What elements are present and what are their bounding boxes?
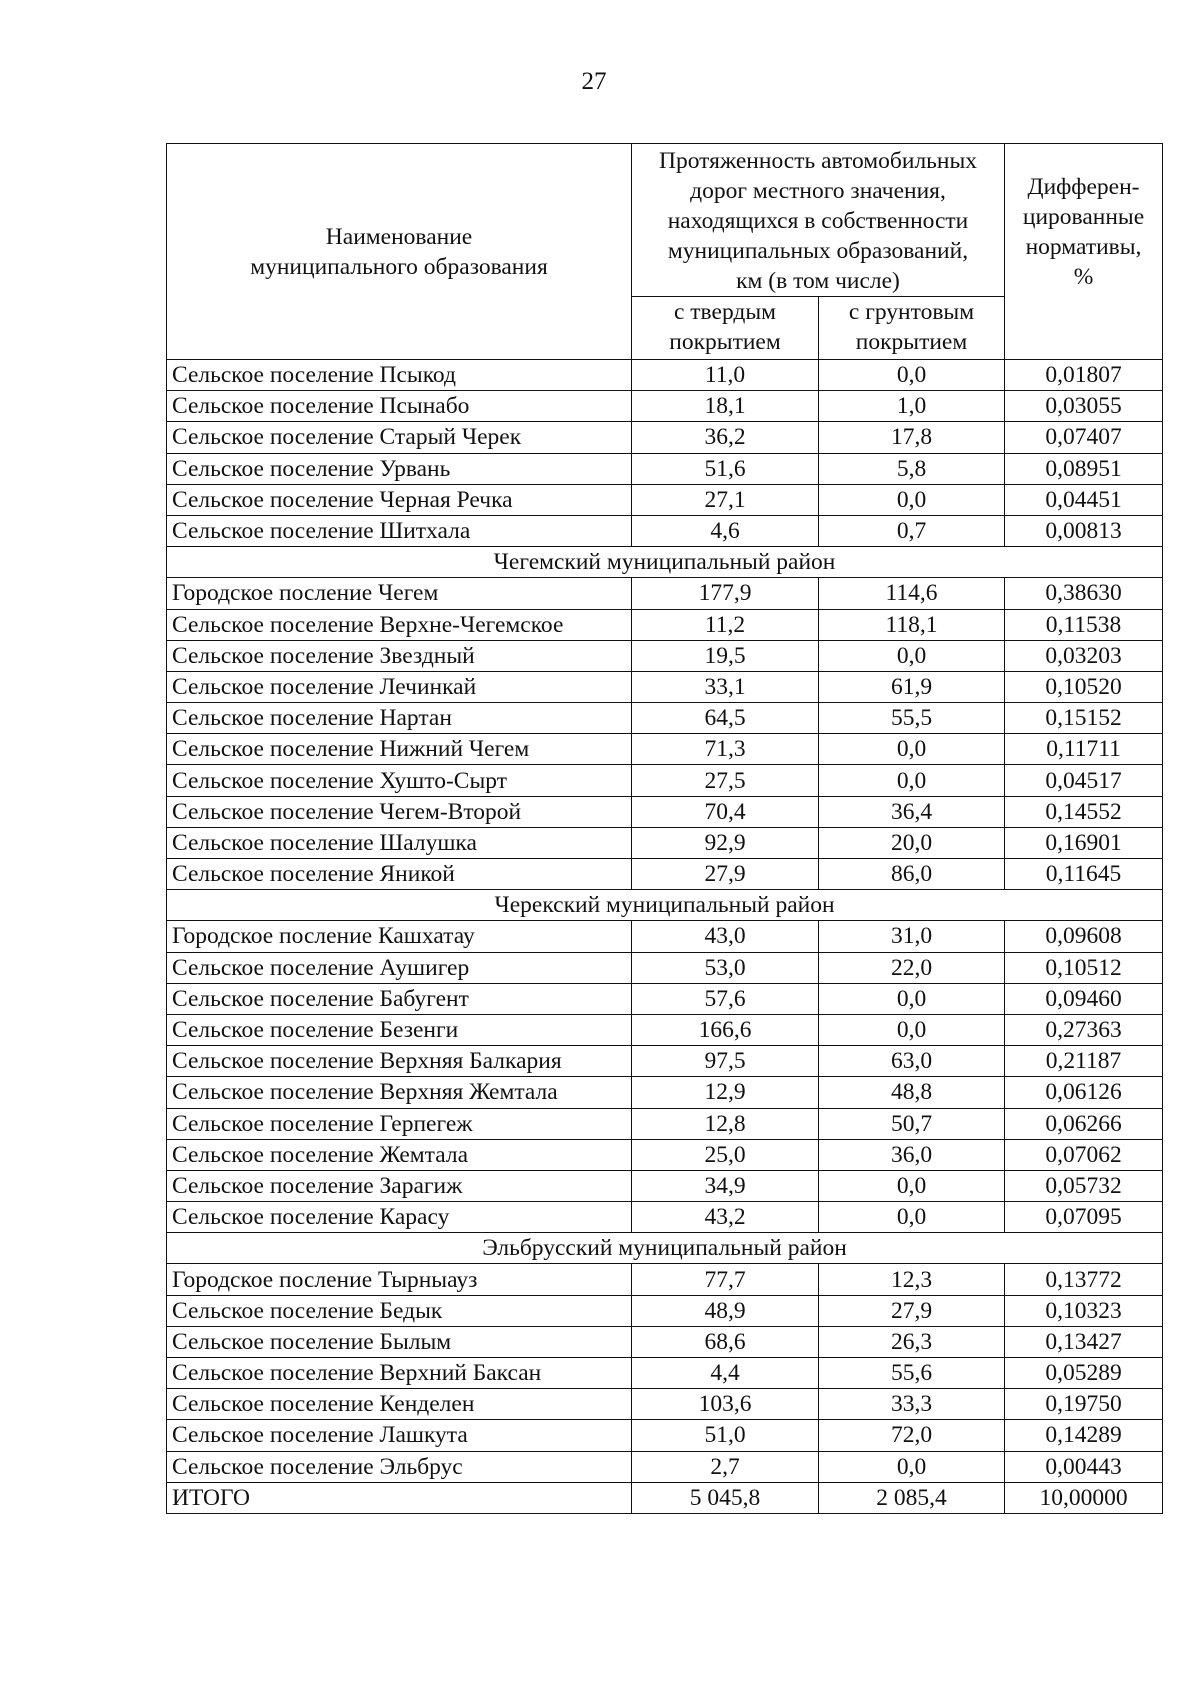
table-row [167, 1139, 1163, 1170]
unpaved-length-cell: 48,8 [819, 1077, 1005, 1108]
settlement-name-cell: Сельское поселение Герпегеж [167, 1108, 632, 1139]
paved-length-cell: 177,9 [632, 578, 819, 609]
paved-length-cell: 18,1 [632, 391, 819, 422]
table-row [167, 453, 1163, 484]
header-name-line: муниципального образования [250, 253, 548, 280]
norm-cell: 0,11645 [1005, 859, 1163, 890]
unpaved-length-cell: 55,6 [819, 1358, 1005, 1389]
settlement-name-cell: Сельское поселение Шитхала [167, 515, 632, 546]
table-row [167, 484, 1163, 515]
settlement-name-cell: Сельское поселение Урвань [167, 453, 632, 484]
paved-length-cell: 68,6 [632, 1326, 819, 1357]
norm-cell: 0,19750 [1005, 1389, 1163, 1420]
settlement-name-cell: Сельское поселение Эльбрус [167, 1451, 632, 1482]
table-row [167, 827, 1163, 858]
table-row [167, 734, 1163, 765]
paved-length-cell: 33,1 [632, 671, 819, 702]
section-header-row [167, 1233, 1163, 1264]
settlement-name-cell: Сельское поселение Яникой [167, 859, 632, 890]
settlement-name-cell: Сельское поселение Бабугент [167, 983, 632, 1014]
norm-cell: 0,14289 [1005, 1420, 1163, 1451]
paved-length-cell: 166,6 [632, 1014, 819, 1045]
settlement-name-cell: Сельское поселение Жемтала [167, 1139, 632, 1170]
settlement-name-cell: Сельское поселение Старый Черек [167, 422, 632, 453]
header-length-line: находящихся в собственности [667, 208, 969, 234]
unpaved-length-cell: 118,1 [819, 609, 1005, 640]
norm-cell: 0,07095 [1005, 1202, 1163, 1233]
table-row [167, 859, 1163, 890]
paved-length-cell: 12,8 [632, 1108, 819, 1139]
settlement-name-cell: Сельское поселение Аушигер [167, 952, 632, 983]
section-title: Чегемский муниципальный район [167, 547, 1163, 578]
table-row [167, 360, 1163, 391]
unpaved-length-cell: 55,5 [819, 703, 1005, 734]
norm-cell: 0,07407 [1005, 422, 1163, 453]
table-row [167, 796, 1163, 827]
paved-length-cell: 43,0 [632, 921, 819, 952]
table-row [167, 952, 1163, 983]
unpaved-length-cell: 17,8 [819, 422, 1005, 453]
unpaved-length-cell: 0,0 [819, 734, 1005, 765]
paved-length-cell: 4,6 [632, 515, 819, 546]
unpaved-length-cell: 26,3 [819, 1326, 1005, 1357]
settlement-name-cell: Сельское поселение Нижний Чегем [167, 734, 632, 765]
total-unpaved-cell: 2 085,4 [819, 1482, 1005, 1513]
settlement-name-cell: Сельское поселение Лечинкай [167, 671, 632, 702]
settlement-name-cell: Сельское поселение Хушто-Сырт [167, 765, 632, 796]
table-row [167, 1295, 1163, 1326]
table-row [167, 1389, 1163, 1420]
table-row [167, 391, 1163, 422]
norm-cell: 0,00813 [1005, 515, 1163, 546]
paved-length-cell: 64,5 [632, 703, 819, 734]
norm-cell: 0,06266 [1005, 1108, 1163, 1139]
unpaved-length-cell: 5,8 [819, 453, 1005, 484]
settlement-name-cell: Сельское поселение Зарагиж [167, 1170, 632, 1201]
norm-cell: 0,27363 [1005, 1014, 1163, 1045]
norm-cell: 0,16901 [1005, 827, 1163, 858]
settlement-name-cell: Сельское поселение Кенделен [167, 1389, 632, 1420]
unpaved-length-cell: 63,0 [819, 1046, 1005, 1077]
unpaved-length-cell: 22,0 [819, 952, 1005, 983]
norm-cell: 0,04451 [1005, 484, 1163, 515]
header-diff-line: Дифферен- [1027, 173, 1140, 200]
paved-length-cell: 27,5 [632, 765, 819, 796]
table-row [167, 765, 1163, 796]
table-row [167, 1046, 1163, 1077]
table-row [167, 1202, 1163, 1233]
header-length-line: дорог местного значения, [690, 178, 946, 204]
unpaved-length-cell: 72,0 [819, 1420, 1005, 1451]
unpaved-length-cell: 31,0 [819, 921, 1005, 952]
header-unpaved-line: покрытием [855, 329, 968, 355]
settlement-name-cell: Сельское поселение Безенги [167, 1014, 632, 1045]
paved-length-cell: 71,3 [632, 734, 819, 765]
norm-cell: 0,11538 [1005, 609, 1163, 640]
unpaved-length-cell: 114,6 [819, 578, 1005, 609]
settlement-name-cell: Сельское поселение Верхне-Чегемское [167, 609, 632, 640]
paved-length-cell: 27,9 [632, 859, 819, 890]
table-header [167, 144, 1163, 360]
total-paved-cell: 5 045,8 [632, 1482, 819, 1513]
unpaved-length-cell: 0,0 [819, 1202, 1005, 1233]
page-number: 27 [581, 68, 607, 95]
table-row [167, 578, 1163, 609]
total-label-cell: ИТОГО [167, 1482, 632, 1513]
settlement-name-cell: Сельское поселение Верхняя Балкария [167, 1046, 632, 1077]
table-row [167, 1170, 1163, 1201]
header-diff-line: нормативы, [1025, 233, 1142, 260]
unpaved-length-cell: 1,0 [819, 391, 1005, 422]
header-length-line: Протяженность автомобильных [659, 148, 977, 174]
paved-length-cell: 27,1 [632, 484, 819, 515]
paved-length-cell: 92,9 [632, 827, 819, 858]
unpaved-length-cell: 0,0 [819, 1451, 1005, 1482]
header-name-line: Наименование [325, 223, 473, 250]
total-norm-cell: 10,00000 [1005, 1482, 1163, 1513]
settlement-name-cell: Сельское поселение Псыкод [167, 360, 632, 391]
unpaved-length-cell: 0,0 [819, 765, 1005, 796]
norm-cell: 0,13772 [1005, 1264, 1163, 1295]
settlement-name-cell: Сельское поселение Нартан [167, 703, 632, 734]
norm-cell: 0,04517 [1005, 765, 1163, 796]
table-row [167, 1358, 1163, 1389]
table-row [167, 921, 1163, 952]
settlement-name-cell: Сельское поселение Лашкута [167, 1420, 632, 1451]
norm-cell: 0,05732 [1005, 1170, 1163, 1201]
unpaved-length-cell: 0,7 [819, 515, 1005, 546]
unpaved-length-cell: 27,9 [819, 1295, 1005, 1326]
settlement-name-cell: Сельское поселение Звездный [167, 640, 632, 671]
header-length-line: муниципальных образований, [667, 238, 969, 264]
unpaved-length-cell: 0,0 [819, 640, 1005, 671]
header-length-column [632, 144, 1005, 297]
paved-length-cell: 53,0 [632, 952, 819, 983]
table-row [167, 1077, 1163, 1108]
norm-cell: 0,09608 [1005, 921, 1163, 952]
table-row [167, 1451, 1163, 1482]
unpaved-length-cell: 36,0 [819, 1139, 1005, 1170]
settlement-name-cell: Сельское поселение Шалушка [167, 827, 632, 858]
settlement-name-cell: Сельское поселение Бедык [167, 1295, 632, 1326]
norm-cell: 0,13427 [1005, 1326, 1163, 1357]
total-row [167, 1482, 1163, 1513]
settlement-name-cell: Городское посление Кашхатау [167, 921, 632, 952]
settlement-name-cell: Сельское поселение Былым [167, 1326, 632, 1357]
table-row [167, 671, 1163, 702]
paved-length-cell: 77,7 [632, 1264, 819, 1295]
header-paved-line: покрытием [669, 329, 781, 355]
norm-cell: 0,06126 [1005, 1077, 1163, 1108]
unpaved-length-cell: 0,0 [819, 1014, 1005, 1045]
header-paved-line: с твердым [673, 299, 777, 325]
section-title: Эльбрусский муниципальный район [167, 1233, 1163, 1264]
norm-cell: 0,03055 [1005, 391, 1163, 422]
table-row [167, 1420, 1163, 1451]
settlement-name-cell: Сельское поселение Черная Речка [167, 484, 632, 515]
settlement-name-cell: Сельское поселение Псынабо [167, 391, 632, 422]
norm-cell: 0,11711 [1005, 734, 1163, 765]
header-unpaved-column [819, 297, 1005, 360]
header-diff-line: % [1073, 263, 1094, 290]
section-header-row [167, 890, 1163, 921]
settlement-name-cell: Сельское поселение Чегем-Второй [167, 796, 632, 827]
paved-length-cell: 34,9 [632, 1170, 819, 1201]
unpaved-length-cell: 36,4 [819, 796, 1005, 827]
settlement-name-cell: Городское посление Тырныауз [167, 1264, 632, 1295]
norm-cell: 0,01807 [1005, 360, 1163, 391]
section-header-row [167, 547, 1163, 578]
paved-length-cell: 2,7 [632, 1451, 819, 1482]
norm-cell: 0,10512 [1005, 952, 1163, 983]
paved-length-cell: 97,5 [632, 1046, 819, 1077]
settlement-name-cell: Сельское поселение Верхняя Жемтала [167, 1077, 632, 1108]
unpaved-length-cell: 50,7 [819, 1108, 1005, 1139]
paved-length-cell: 51,6 [632, 453, 819, 484]
unpaved-length-cell: 61,9 [819, 671, 1005, 702]
norm-cell: 0,21187 [1005, 1046, 1163, 1077]
paved-length-cell: 103,6 [632, 1389, 819, 1420]
table-body [167, 360, 1163, 1514]
settlement-name-cell: Сельское поселение Верхний Баксан [167, 1358, 632, 1389]
unpaved-length-cell: 20,0 [819, 827, 1005, 858]
settlement-name-cell: Городское посление Чегем [167, 578, 632, 609]
unpaved-length-cell: 0,0 [819, 1170, 1005, 1201]
norm-cell: 0,07062 [1005, 1139, 1163, 1170]
header-name-column [167, 144, 632, 360]
table-row [167, 703, 1163, 734]
paved-length-cell: 36,2 [632, 422, 819, 453]
norm-cell: 0,38630 [1005, 578, 1163, 609]
norm-cell: 0,10323 [1005, 1295, 1163, 1326]
paved-length-cell: 19,5 [632, 640, 819, 671]
paved-length-cell: 12,9 [632, 1077, 819, 1108]
table-row [167, 640, 1163, 671]
header-diff-line: цированные [1022, 203, 1145, 230]
table-row [167, 983, 1163, 1014]
paved-length-cell: 4,4 [632, 1358, 819, 1389]
unpaved-length-cell: 12,3 [819, 1264, 1005, 1295]
table-row [167, 1264, 1163, 1295]
norm-cell: 0,03203 [1005, 640, 1163, 671]
norm-cell: 0,05289 [1005, 1358, 1163, 1389]
unpaved-length-cell: 0,0 [819, 360, 1005, 391]
norm-cell: 0,10520 [1005, 671, 1163, 702]
header-diff-norms-column [1005, 144, 1163, 360]
norm-cell: 0,09460 [1005, 983, 1163, 1014]
paved-length-cell: 25,0 [632, 1139, 819, 1170]
settlement-name-cell: Сельское поселение Карасу [167, 1202, 632, 1233]
unpaved-length-cell: 0,0 [819, 983, 1005, 1014]
paved-length-cell: 43,2 [632, 1202, 819, 1233]
paved-length-cell: 51,0 [632, 1420, 819, 1451]
header-unpaved-line: с грунтовым [848, 299, 975, 325]
table-row [167, 515, 1163, 546]
unpaved-length-cell: 33,3 [819, 1389, 1005, 1420]
header-length-line: км (в том числе) [736, 268, 900, 294]
norm-cell: 0,00443 [1005, 1451, 1163, 1482]
table-row [167, 609, 1163, 640]
table-row [167, 1014, 1163, 1045]
paved-length-cell: 11,2 [632, 609, 819, 640]
section-title: Черекский муниципальный район [167, 890, 1163, 921]
norm-cell: 0,14552 [1005, 796, 1163, 827]
paved-length-cell: 57,6 [632, 983, 819, 1014]
road-norms-table [166, 143, 1163, 1514]
table-row [167, 1108, 1163, 1139]
table-row [167, 1326, 1163, 1357]
norm-cell: 0,15152 [1005, 703, 1163, 734]
paved-length-cell: 11,0 [632, 360, 819, 391]
unpaved-length-cell: 0,0 [819, 484, 1005, 515]
unpaved-length-cell: 86,0 [819, 859, 1005, 890]
header-paved-column [632, 297, 819, 360]
paved-length-cell: 48,9 [632, 1295, 819, 1326]
norm-cell: 0,08951 [1005, 453, 1163, 484]
table-row [167, 422, 1163, 453]
paved-length-cell: 70,4 [632, 796, 819, 827]
